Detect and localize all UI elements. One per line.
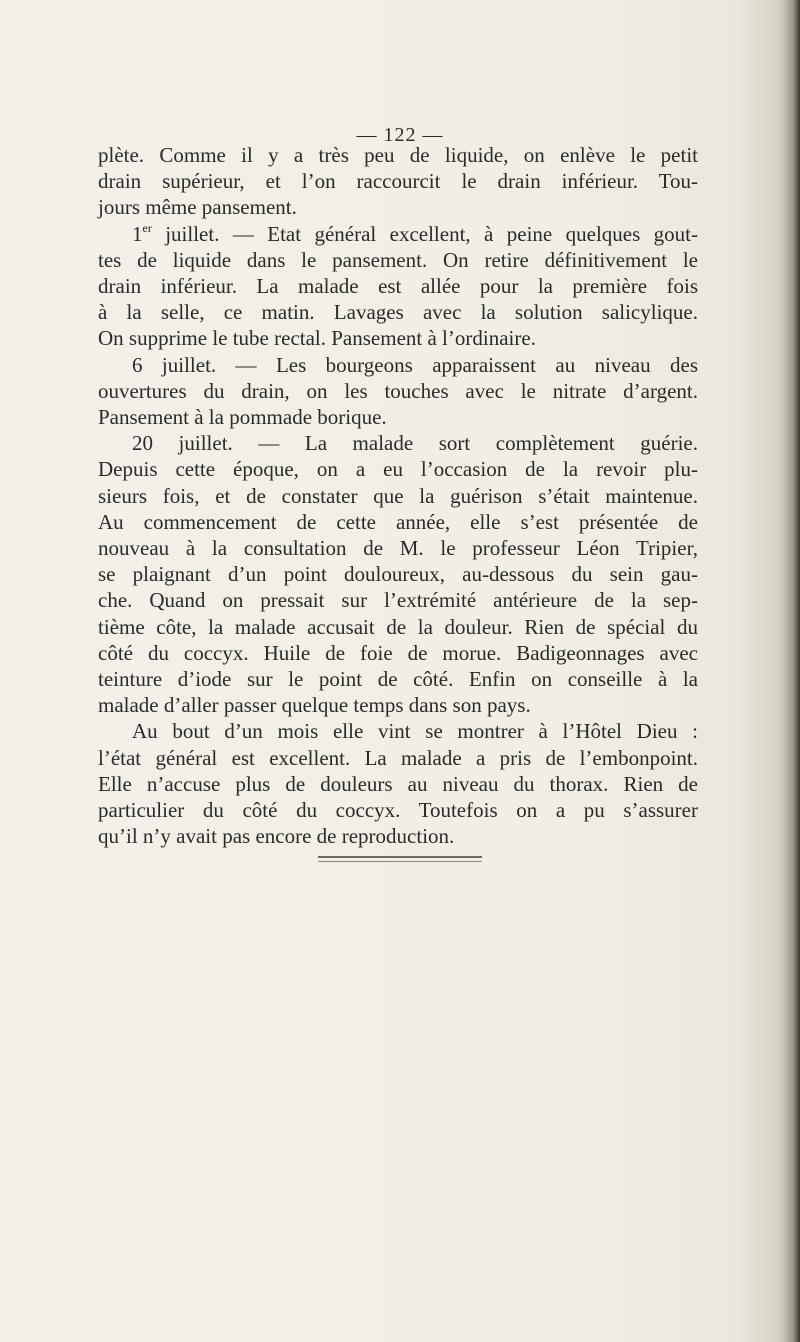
date-number: 1 [132, 221, 143, 246]
text-line: nouveau à la consultation de M. le professeur Léon Tripier, [98, 536, 698, 561]
text-line: tes de liquide dans le pansement. On retire définitivement le [98, 247, 698, 272]
text-line: 20 juillet. — La malade sort complètement guérie. [132, 431, 698, 456]
text-line: teinture d’iode sur le point de côté. Enfin on conseille à la [98, 667, 698, 692]
closing-rule-thin [318, 861, 482, 862]
text-line: l’état général est excellent. La malade a pris de l’embonpoint. [98, 745, 698, 770]
text-line: sieurs fois, et de constater que la guérison s’était maintenue. [98, 483, 698, 508]
text-line: On supprime le tube rectal. Pansement à l’ordinaire. [98, 326, 536, 351]
text-line: jours même pansement. [98, 195, 297, 220]
text-line: drain inférieur. La malade est allée pour la première fois [98, 274, 698, 299]
text-line: Au bout d’un mois elle vint se montrer à l’Hôtel Dieu : [132, 719, 698, 744]
text-line: tième côte, la malade accusait de la douleur. Rien de spécial du [98, 614, 698, 639]
text-line: Au commencement de cette année, elle s’est présentée de [98, 509, 698, 534]
body-text [98, 142, 698, 849]
text-line: Depuis cette époque, on a eu l’occasion de la revoir plu- [98, 457, 698, 482]
text-line: ouvertures du drain, on les touches avec le nitrate d’argent. [98, 378, 698, 403]
text-line: drain supérieur, et l’on raccourcit le drain inférieur. Tou- [98, 169, 698, 194]
text-line: se plaignant d’un point douloureux, au-dessous du sein gau- [98, 562, 698, 587]
text-line: malade d’aller passer quelque temps dans son pays. [98, 693, 531, 718]
text-line: Elle n’accuse plus de douleurs au niveau du thorax. Rien de [98, 771, 698, 796]
date-ordinal: er [142, 220, 152, 235]
closing-rule [318, 856, 482, 858]
text-line: côté du coccyx. Huile de foie de morue. Badigeonnages avec [98, 640, 698, 665]
text-line: 6 juillet. — Les bourgeons apparaissent au niveau des [132, 352, 698, 377]
page-edge-shadow [784, 0, 800, 1342]
text-line: plète. Comme il y a très peu de liquide, on enlève le petit [98, 143, 698, 167]
text-line: particulier du côté du coccyx. Toutefois on a pu s’assurer [98, 798, 698, 823]
text-line: qu’il n’y avait pas encore de reproduction. [98, 824, 455, 849]
text-line: à la selle, ce matin. Lavages avec la solution salicylique. [98, 300, 698, 325]
text-line-rest: juillet. — Etat général excellent, à peine quelques gout- [151, 221, 698, 246]
page-number: — 122 — [356, 124, 444, 146]
text-line-dated [98, 221, 698, 247]
text-line: che. Quand on pressait sur l’extrémité antérieure de la sep- [98, 588, 698, 613]
text-line: Pansement à la pommade borique. [98, 405, 387, 430]
